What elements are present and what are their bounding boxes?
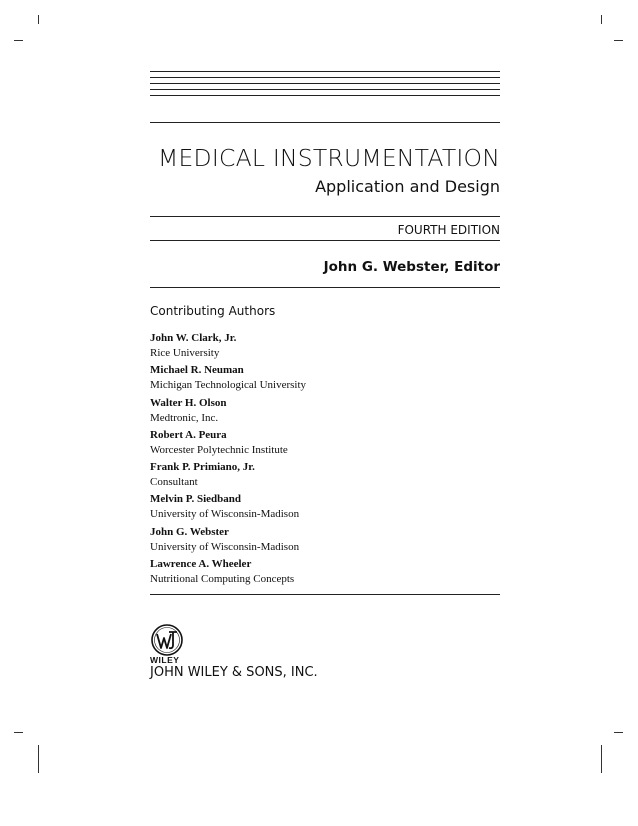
crop-mark-top-left-horizontal	[14, 40, 23, 41]
crop-mark-bottom-right-horizontal	[614, 732, 623, 733]
crop-mark-bottom-left-vertical	[38, 745, 39, 773]
rule-below-contributors	[150, 594, 500, 595]
contributors-heading: Contributing Authors	[150, 304, 276, 318]
author-name: Michael R. Neuman	[150, 364, 244, 377]
author-name: Robert A. Peura	[150, 428, 227, 441]
author-affiliation: Nutritional Computing Concepts	[150, 573, 295, 586]
author-entry	[150, 557, 500, 589]
author-entry	[150, 363, 500, 395]
book-subtitle: Application and Design	[315, 177, 500, 196]
author-entry	[150, 460, 500, 492]
author-affiliation: Medtronic, Inc.	[150, 411, 219, 424]
author-affiliation: University of Wisconsin-Madison	[150, 508, 300, 521]
author-entry	[150, 396, 500, 428]
rule-above-title	[150, 122, 500, 123]
author-affiliation: Rice University	[150, 347, 220, 359]
logo-wordmark: WILEY	[150, 655, 180, 665]
author-list	[150, 331, 500, 589]
crop-mark-bottom-right-vertical	[601, 745, 602, 773]
rule-below-edition	[150, 240, 500, 241]
author-name: Walter H. Olson	[150, 396, 227, 409]
author-entry	[150, 428, 500, 460]
rule-above-edition	[150, 216, 500, 217]
author-name: Melvin P. Siedband	[150, 493, 241, 506]
author-entry	[150, 331, 500, 363]
author-affiliation: Consultant	[150, 476, 198, 489]
publisher-name: JOHN WILEY & SONS, INC.	[150, 665, 318, 680]
author-name: John G. Webster	[150, 525, 229, 538]
crop-mark-top-right-horizontal	[614, 40, 623, 41]
author-name: John W. Clark, Jr.	[150, 332, 237, 344]
author-affiliation: Michigan Technological University	[150, 379, 307, 392]
crop-mark-top-left-vertical	[38, 15, 39, 24]
book-edition: FOURTH EDITION	[397, 223, 500, 237]
rule-above-contributors	[150, 287, 500, 288]
crop-mark-bottom-left-horizontal	[14, 732, 23, 733]
author-entry	[150, 492, 500, 524]
book-title: MEDICAL INSTRUMENTATION	[158, 144, 500, 172]
author-affiliation: University of Wisconsin-Madison	[150, 540, 300, 553]
crop-mark-top-right-vertical	[601, 15, 602, 24]
author-entry	[150, 525, 500, 557]
author-name: Lawrence A. Wheeler	[150, 558, 252, 571]
author-name: Frank P. Primiano, Jr.	[150, 461, 255, 474]
book-editor: John G. Webster, Editor	[323, 259, 500, 275]
author-affiliation: Worcester Polytechnic Institute	[150, 443, 288, 456]
wiley-logo-icon	[150, 623, 184, 657]
